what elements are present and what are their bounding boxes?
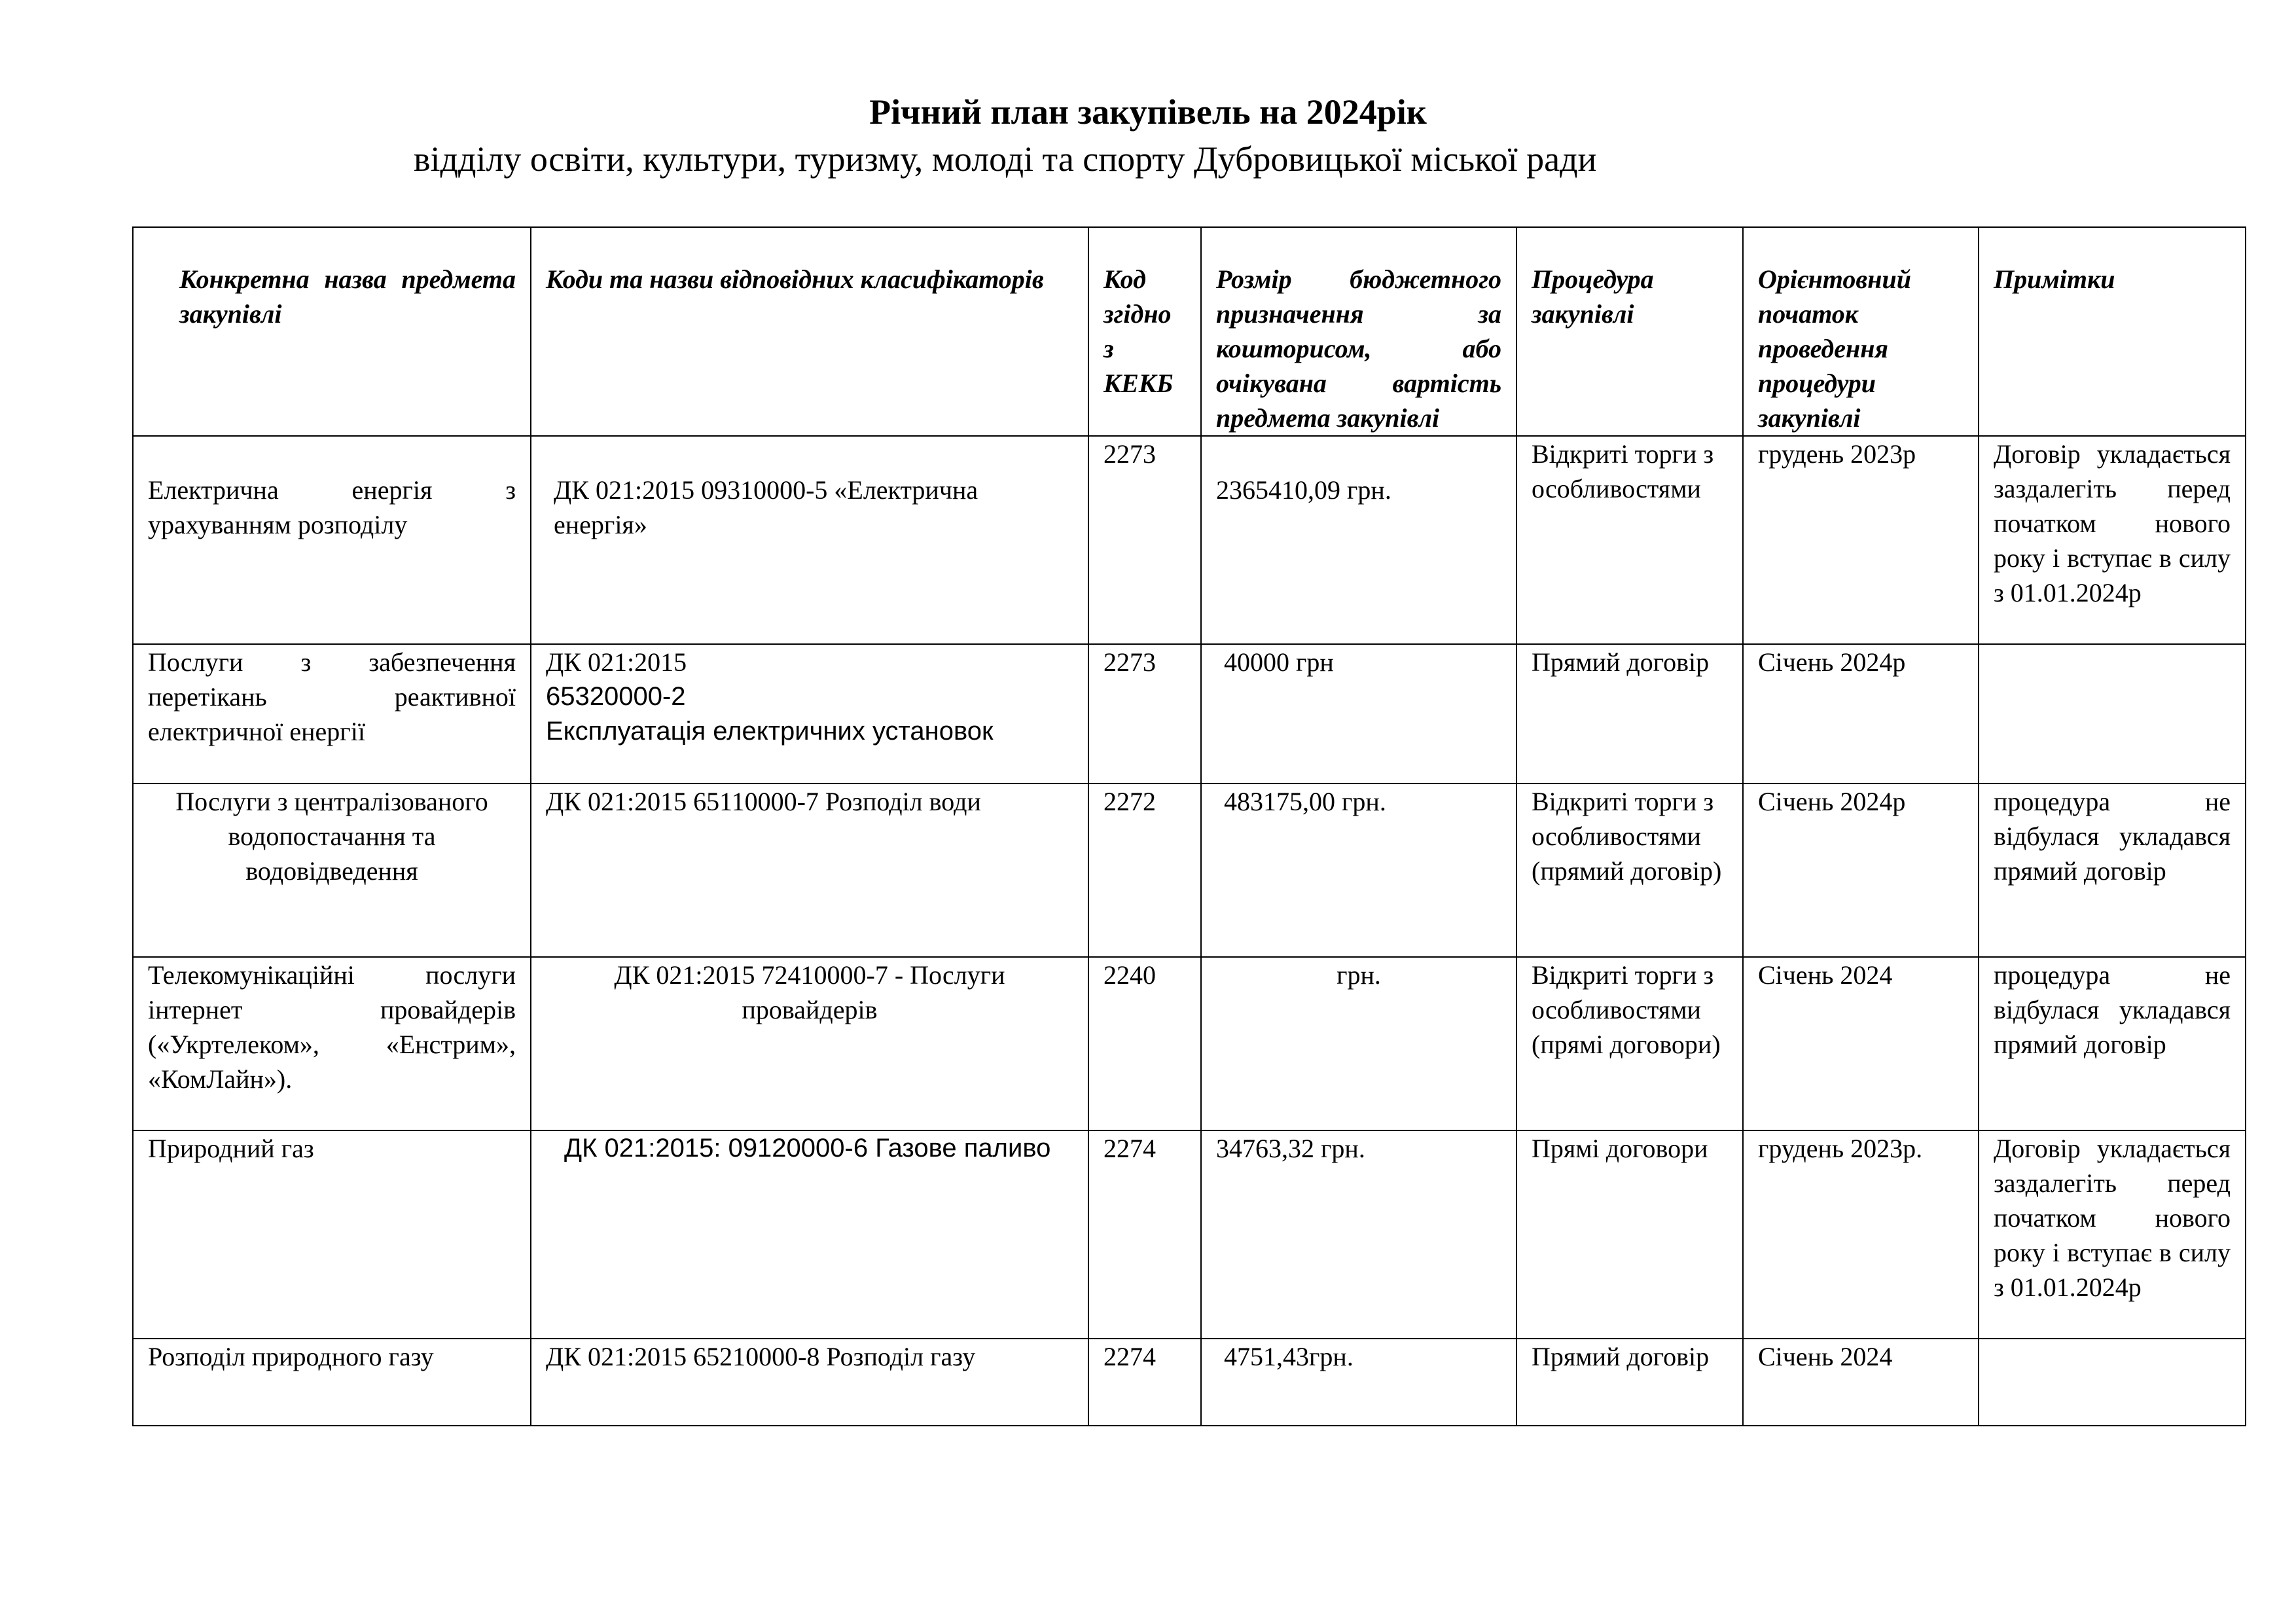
cell-codes: ДК 021:2015 65210000-8 Розподіл газу — [531, 1339, 1088, 1426]
table-row — [133, 784, 2246, 957]
cell-amount: 483175,00 грн. — [1201, 784, 1516, 957]
cell-item-name: Електрична енергія з урахуванням розподілу — [133, 436, 531, 644]
table-row — [133, 1130, 2246, 1339]
cell-item-name: Послуги з забезпечення перетікань реактивної електричної енергії — [133, 644, 531, 784]
cell-amount: 40000 грн — [1201, 644, 1516, 784]
cell-notes: процедура не відбулася укладався прямий договір — [1979, 957, 2246, 1130]
cell-codes: ДК 021:2015 09310000-5 «Електрична енергія» — [531, 436, 1088, 644]
cell-amount: 2365410,09 грн. — [1201, 436, 1516, 644]
codes-line: 65320000-2 — [546, 682, 686, 711]
cell-start: грудень 2023р. — [1743, 1130, 1979, 1339]
codes-line: Експлуатація електричних установок — [546, 717, 994, 746]
cell-procedure: Прямі договори — [1516, 1130, 1743, 1339]
cell-amount: 34763,32 грн. — [1201, 1130, 1516, 1339]
cell-codes: ДК 021:2015 65110000-7 Розподіл води — [531, 784, 1088, 957]
cell-start: Січень 2024р — [1743, 644, 1979, 784]
cell-codes: ДК 021:2015 72410000-7 - Послуги провайдерів — [531, 957, 1088, 1130]
cell-kekb: 2273 — [1088, 436, 1201, 644]
cell-kekb: 2273 — [1088, 644, 1201, 784]
page-subtitle: відділу освіти, культури, туризму, молоді та спорту Дубровицької міської ради — [414, 139, 1597, 179]
header-notes: Примітки — [1979, 227, 2246, 436]
cell-item-name: Розподіл природного газу — [133, 1339, 531, 1426]
cell-kekb: 2272 — [1088, 784, 1201, 957]
cell-start: грудень 2023р — [1743, 436, 1979, 644]
page-title: Річний план закупівель на 2024рік — [869, 92, 1427, 132]
procurement-table — [132, 226, 2246, 1426]
cell-start: Січень 2024 — [1743, 1339, 1979, 1426]
cell-notes: процедура не відбулася укладався прямий договір — [1979, 784, 2246, 957]
cell-start: Січень 2024р — [1743, 784, 1979, 957]
header-procedure: Процедура закупівлі — [1516, 227, 1743, 436]
header-codes: Коди та назви відповідних класифікаторів — [531, 227, 1088, 436]
cell-kekb: 2274 — [1088, 1339, 1201, 1426]
cell-kekb: 2240 — [1088, 957, 1201, 1130]
cell-notes: Договір укладається заздалегіть перед початком нового року і вступає в силу з 01.01.2024р — [1979, 436, 2246, 644]
cell-item-name: Природний газ — [133, 1130, 531, 1339]
cell-notes — [1979, 644, 2246, 784]
table-row — [133, 957, 2246, 1130]
cell-item-name: Телекомунікаційні послуги інтернет провайдерів («Укртелеком», «Енстрим», «КомЛайн»). — [133, 957, 531, 1130]
cell-procedure: Відкриті торги з особливостями — [1516, 436, 1743, 644]
cell-kekb: 2274 — [1088, 1130, 1201, 1339]
cell-procedure: Прямий договір — [1516, 1339, 1743, 1426]
cell-item-name: Послуги з централізованого водопостачання та водовідведення — [133, 784, 531, 957]
cell-amount: 4751,43грн. — [1201, 1339, 1516, 1426]
header-kekb: Код згідно з КЕКБ — [1088, 227, 1201, 436]
table-header-row — [133, 227, 2246, 436]
cell-codes: ДК 021:2015: 09120000-6 Газове паливо — [531, 1130, 1088, 1339]
header-item-name: Конкретна назва предмета закупівлі — [133, 227, 531, 436]
header-amount: Розмір бюджетного призначення за кошторисом, або очікувана вартість предмета закупівлі — [1201, 227, 1516, 436]
cell-amount: грн. — [1201, 957, 1516, 1130]
table-row — [133, 1339, 2246, 1426]
cell-procedure: Відкриті торги з особливостями (прямий договір) — [1516, 784, 1743, 957]
cell-notes — [1979, 1339, 2246, 1426]
cell-procedure: Відкриті торги з особливостями (прямі договори) — [1516, 957, 1743, 1130]
cell-procedure: Прямий договір — [1516, 644, 1743, 784]
header-start: Орієнтовний початок проведення процедури закупівлі — [1743, 227, 1979, 436]
cell-codes — [531, 644, 1088, 784]
cell-start: Січень 2024 — [1743, 957, 1979, 1130]
table-row — [133, 436, 2246, 644]
codes-line: ДК 021:2015 — [546, 647, 687, 677]
cell-notes: Договір укладається заздалегіть перед початком нового року і вступає в силу з 01.01.2024р — [1979, 1130, 2246, 1339]
table-row — [133, 644, 2246, 784]
